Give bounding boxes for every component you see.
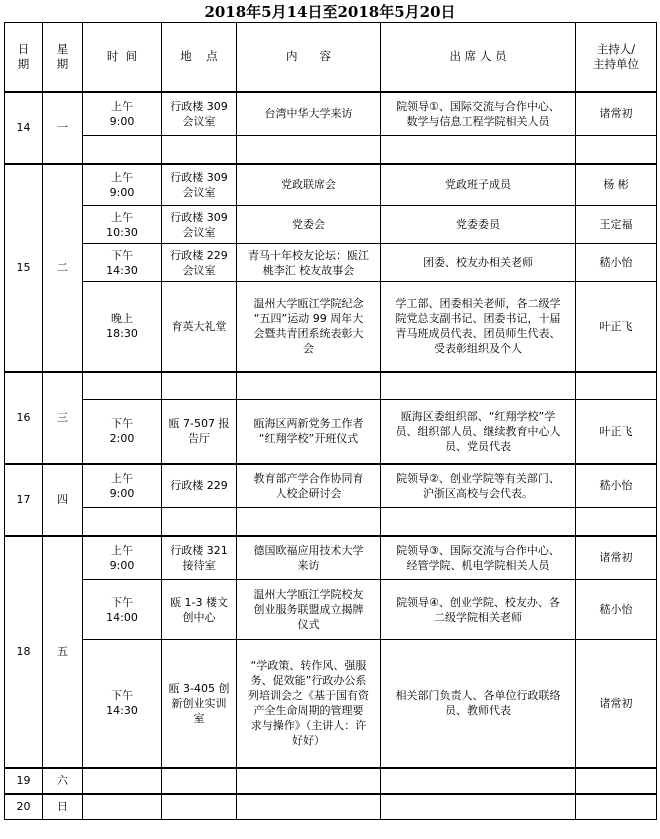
date-cell: 14	[5, 92, 43, 164]
host-cell	[576, 794, 657, 820]
weekday-cell: 四	[43, 464, 83, 536]
attendees-cell: 瓯海区委组织部、“红翔学校”学 员、组织部人员、继续教育中心人 员、党员代表	[381, 400, 576, 464]
table-row	[5, 508, 657, 536]
content-cell: 温州大学瓯江学院纪念 “五四”运动 99 周年大 会暨共青团系统表彰大 会	[237, 282, 381, 372]
time-cell: 晚上 18:30	[83, 282, 162, 372]
attendees-cell: 相关部门负责人、各单位行政联络 员、教师代表	[381, 640, 576, 768]
content-cell	[237, 508, 381, 536]
place-cell	[162, 136, 237, 164]
attendees-cell: 党委委员	[381, 206, 576, 244]
content-cell: 青马十年校友论坛：瓯江 桃李汇 校友故事会	[237, 244, 381, 282]
attendees-cell: 党政班子成员	[381, 164, 576, 206]
place-cell: 行政楼 229	[162, 464, 237, 508]
table-row	[5, 372, 657, 400]
content-cell: “学政策、转作风、强服 务、促效能”行政办公系 列培训会之《基于国有资 产全生命周期的管理要 求与操作》（主讲人：许 好好）	[237, 640, 381, 768]
table-row	[5, 206, 657, 244]
header-row	[5, 23, 657, 92]
time-cell: 上午 9:00	[83, 464, 162, 508]
table-row	[5, 400, 657, 464]
host-cell	[576, 136, 657, 164]
content-cell: 温州大学瓯江学院校友 创业服务联盟成立揭牌 仪式	[237, 580, 381, 640]
place-cell	[162, 768, 237, 794]
time-cell: 下午 14:00	[83, 580, 162, 640]
time-cell: 下午 14:30	[83, 640, 162, 768]
time-cell: 上午 10:30	[83, 206, 162, 244]
weekday-cell: 一	[43, 92, 83, 164]
content-cell: 教育部产学合作协同育 人校企研讨会	[237, 464, 381, 508]
page-title: 2018年5月14日至2018年5月20日	[204, 3, 456, 21]
host-cell: 王定福	[576, 206, 657, 244]
table-row	[5, 640, 657, 768]
attendees-cell	[381, 372, 576, 400]
header-content: 内 容	[237, 23, 381, 92]
time-cell	[83, 768, 162, 794]
content-cell: 党政联席会	[237, 164, 381, 206]
attendees-cell: 学工部、团委相关老师，各二级学 院党总支副书记、团委书记，十届 青马班成员代表、团员师生代表、 受表彰组织及个人	[381, 282, 576, 372]
table-row	[5, 92, 657, 136]
table-row	[5, 244, 657, 282]
attendees-cell: 院领导②、创业学院等有关部门、 沪浙区高校与会代表。	[381, 464, 576, 508]
content-cell	[237, 372, 381, 400]
place-cell: 瓯 1-3 楼文 创中心	[162, 580, 237, 640]
weekday-cell: 三	[43, 372, 83, 464]
date-cell: 20	[5, 794, 43, 820]
date-cell: 15	[5, 164, 43, 372]
attendees-cell: 院领导③、国际交流与合作中心、 经管学院、机电学院相关人员	[381, 536, 576, 580]
date-cell: 17	[5, 464, 43, 536]
time-cell: 下午 14:30	[83, 244, 162, 282]
weekday-cell: 六	[43, 768, 83, 794]
table-row	[5, 768, 657, 794]
host-cell	[576, 372, 657, 400]
host-cell: 叶正飞	[576, 282, 657, 372]
time-cell: 上午 9:00	[83, 164, 162, 206]
place-cell: 行政楼 309 会议室	[162, 164, 237, 206]
place-cell	[162, 508, 237, 536]
host-cell	[576, 768, 657, 794]
header-attendees: 出 席 人 员	[381, 23, 576, 92]
attendees-cell: 院领导①、国际交流与合作中心、 数学与信息工程学院相关人员	[381, 92, 576, 136]
content-cell	[237, 768, 381, 794]
header-place: 地 点	[162, 23, 237, 92]
header-host: 主持人/ 主持单位	[576, 23, 657, 92]
date-cell: 16	[5, 372, 43, 464]
content-cell: 党委会	[237, 206, 381, 244]
date-cell: 19	[5, 768, 43, 794]
header-date: 日 期	[5, 23, 43, 92]
content-cell: 瓯海区两新党务工作者 “红翔学校”开班仪式	[237, 400, 381, 464]
content-cell	[237, 794, 381, 820]
date-cell: 18	[5, 536, 43, 768]
time-cell: 上午 9:00	[83, 536, 162, 580]
schedule-table	[4, 22, 657, 820]
attendees-cell: 院领导④、创业学院、校友办、各 二级学院相关老师	[381, 580, 576, 640]
time-cell	[83, 372, 162, 400]
attendees-cell	[381, 508, 576, 536]
table-row	[5, 136, 657, 164]
table-row	[5, 794, 657, 820]
place-cell: 瓯 3-405 创 新创业实训 室	[162, 640, 237, 768]
table-row	[5, 580, 657, 640]
host-cell: 叶正飞	[576, 400, 657, 464]
attendees-cell	[381, 136, 576, 164]
place-cell: 瓯 7-507 报 告厅	[162, 400, 237, 464]
place-cell: 行政楼 229 会议室	[162, 244, 237, 282]
attendees-cell	[381, 768, 576, 794]
table-row	[5, 464, 657, 508]
place-cell: 行政楼 309 会议室	[162, 92, 237, 136]
time-cell	[83, 508, 162, 536]
place-cell: 育英大礼堂	[162, 282, 237, 372]
weekday-cell: 二	[43, 164, 83, 372]
attendees-cell: 团委、校友办相关老师	[381, 244, 576, 282]
table-row	[5, 536, 657, 580]
table-row	[5, 282, 657, 372]
time-cell	[83, 136, 162, 164]
content-cell	[237, 136, 381, 164]
host-cell: 杨 彬	[576, 164, 657, 206]
host-cell: 嵇小怡	[576, 244, 657, 282]
time-cell: 下午 2:00	[83, 400, 162, 464]
host-cell: 诸常初	[576, 92, 657, 136]
place-cell	[162, 372, 237, 400]
place-cell	[162, 794, 237, 820]
content-cell: 德国欧福应用技术大学 来访	[237, 536, 381, 580]
weekday-cell: 五	[43, 536, 83, 768]
place-cell: 行政楼 321 接待室	[162, 536, 237, 580]
content-cell: 台湾中华大学来访	[237, 92, 381, 136]
host-cell: 诸常初	[576, 640, 657, 768]
host-cell: 嵇小怡	[576, 464, 657, 508]
host-cell: 嵇小怡	[576, 580, 657, 640]
weekday-cell: 日	[43, 794, 83, 820]
attendees-cell	[381, 794, 576, 820]
host-cell: 诸常初	[576, 536, 657, 580]
time-cell: 上午 9:00	[83, 92, 162, 136]
host-cell	[576, 508, 657, 536]
time-cell	[83, 794, 162, 820]
header-weekday: 星 期	[43, 23, 83, 92]
header-time: 时 间	[83, 23, 162, 92]
table-row	[5, 164, 657, 206]
schedule-body	[5, 92, 657, 820]
place-cell: 行政楼 309 会议室	[162, 206, 237, 244]
